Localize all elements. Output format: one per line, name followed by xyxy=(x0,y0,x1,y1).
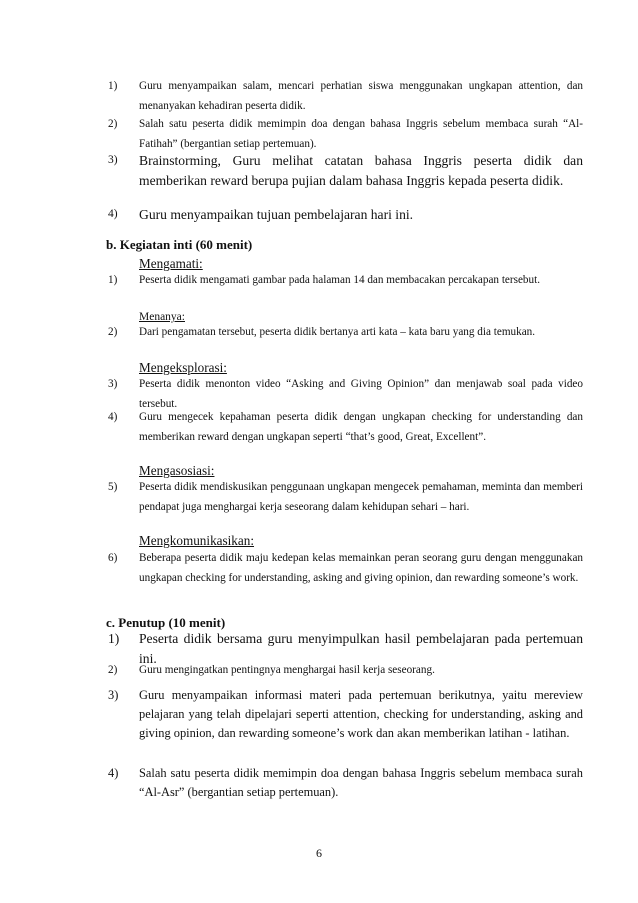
item-number: 4) xyxy=(108,411,118,423)
item-number: 1) xyxy=(108,80,118,92)
item-number: 2) xyxy=(108,664,118,676)
subheading: Mengkomunikasikan: xyxy=(139,533,255,548)
item-text: Beberapa peserta didik maju kedepan kelas memainkan peran seorang guru dengan menggunakan ungkapan checking for understanding, asking and giving opinion, dan rewarding someone’s work. xyxy=(139,552,583,584)
item-number: 4) xyxy=(108,208,118,220)
item-text: Salah satu peserta didik memimpin doa dengan bahasa Inggris sebelum membaca surah “Al-Asr” (bergantian setiap pertemuan). xyxy=(139,766,583,799)
item-text: Guru menyampaikan tujuan pembelajaran hari ini. xyxy=(139,207,414,222)
item-text: Guru menyampaikan informasi materi pada pertemuan berikutnya, yaitu mereview pelajaran yang telah dipelajari seperti attention, checking for understanding, asking and giving opinion, dan rewarding someone’s work dan akan memberikan latihan - latihan. xyxy=(139,688,583,740)
section-heading: b. Kegiatan inti (60 menit) xyxy=(106,237,253,252)
item-text: Peserta didik mendiskusikan penggunaan ungkapan mengecek pemahaman, meminta dan memberi pendapat juga menghargai kerja seseorang dalam kehidupan sehari – hari. xyxy=(139,481,583,513)
item-number: 2) xyxy=(108,118,118,130)
page-number: 6 xyxy=(316,846,322,860)
item-number: 1) xyxy=(108,274,118,286)
item-text: Guru menyampaikan salam, mencari perhatian siswa menggunakan ungkapan attention, dan menanyakan kehadiran peserta didik. xyxy=(139,80,583,112)
item-text: Peserta didik mengamati gambar pada halaman 14 dan membacakan percakapan tersebut. xyxy=(139,274,541,286)
item-number: 1) xyxy=(108,631,120,646)
subheading: Menanya: xyxy=(139,311,185,323)
item-text: Peserta didik menonton video “Asking and Giving Opinion” dan menjawab soal pada video tersebut. xyxy=(139,378,583,410)
item-text: Peserta didik bersama guru menyimpulkan hasil pembelajaran pada pertemuan ini. xyxy=(139,631,583,666)
item-text: Brainstorming, Guru melihat catatan bahasa Inggris peserta didik dan memberikan reward berupa pujian dalam bahasa Inggris kepada peserta didik. xyxy=(139,153,583,188)
subheading: Mengamati: xyxy=(139,256,203,271)
item-number: 3) xyxy=(108,688,119,702)
item-text: Salah satu peserta didik memimpin doa dengan bahasa Inggris sebelum membaca surah “Al-Fatihah” (bergantian setiap pertemuan). xyxy=(139,118,583,150)
section-heading: c. Penutup (10 menit) xyxy=(106,615,226,630)
item-number: 4) xyxy=(108,766,119,780)
item-number: 2) xyxy=(108,326,118,338)
item-number: 6) xyxy=(108,552,118,564)
item-number: 3) xyxy=(108,154,118,166)
subheading: Mengeksplorasi: xyxy=(139,360,227,375)
item-text: Guru mengingatkan pentingnya menghargai hasil kerja seseorang. xyxy=(139,664,435,676)
item-number: 3) xyxy=(108,378,118,390)
item-text: Guru mengecek kepahaman peserta didik dengan ungkapan checking for understanding dan memberikan reward dengan ungkapan seperti “that’s good, Great, Excellent”. xyxy=(139,411,583,443)
subheading-text: Mengasosiasi: xyxy=(139,463,215,478)
item-text: Dari pengamatan tersebut, peserta didik bertanya arti kata – kata baru yang dia temukan. xyxy=(139,326,536,338)
item-number: 5) xyxy=(108,481,118,493)
